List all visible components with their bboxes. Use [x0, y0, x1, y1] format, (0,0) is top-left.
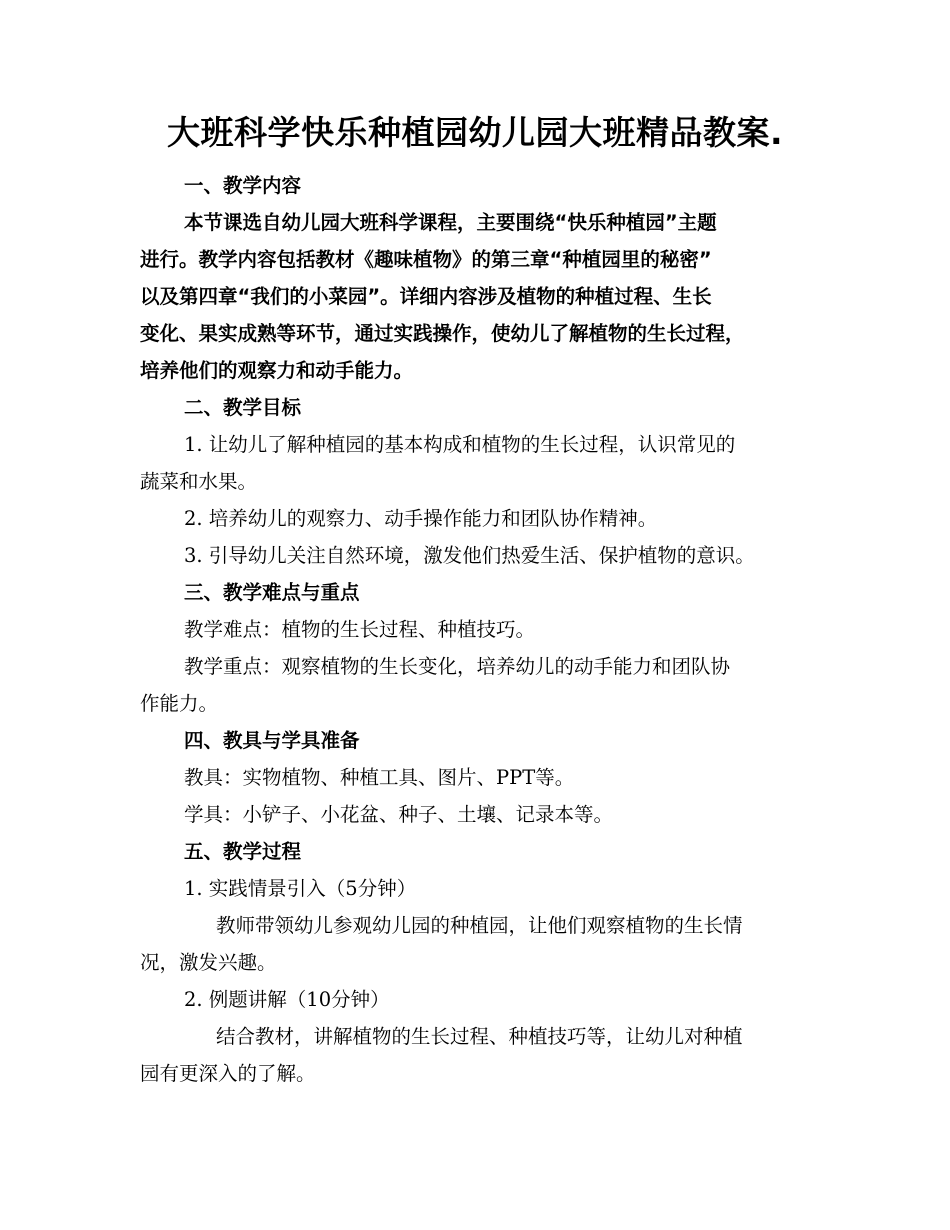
body-text-line: 2. 培养幼儿的观察力、动手操作能力和团队协作精神。: [184, 507, 658, 530]
body-text-line: 1. 实践情景引入（5分钟）: [184, 877, 417, 900]
body-text-line: 培养他们的观察力和动手能力。: [140, 359, 414, 382]
document-body: [140, 167, 810, 1092]
body-text-line: 况，激发兴趣。: [140, 951, 277, 974]
body-text-line: 3. 引导幼儿关注自然环境，激发他们热爱生活、保护植物的意识。: [184, 544, 755, 567]
body-text-line: 作能力。: [140, 692, 219, 715]
body-text-line: 学具：小铲子、小花盆、种子、土壤、记录本等。: [184, 803, 614, 826]
body-text-line: 教学难点：植物的生长过程、种植技巧。: [184, 618, 536, 641]
section-heading: 一、教学内容: [184, 174, 302, 197]
section-heading: 四、教具与学具准备: [184, 729, 360, 752]
body-text-line: 园有更深入的了解。: [140, 1062, 316, 1085]
body-text-line: 以及第四章“我们的小菜园”。详细内容涉及植物的种植过程、生长: [140, 285, 712, 308]
body-text-line: 进行。教学内容包括教材《趣味植物》的第三章“种植园里的秘密”: [140, 248, 712, 271]
body-text-line: 本节课选自幼儿园大班科学课程，主要围绕“快乐种植园”主题: [184, 211, 717, 234]
body-text-line: 教学重点：观察植物的生长变化，培养幼儿的动手能力和团队协: [184, 655, 731, 678]
body-text-line: 教具：实物植物、种植工具、图片、PPT等。: [184, 766, 575, 789]
body-text-line: 2. 例题讲解（10分钟）: [184, 988, 390, 1011]
document-title: 大班科学快乐种植园幼儿园大班精品教案.: [166, 113, 784, 152]
section-heading: 三、教学难点与重点: [184, 581, 360, 604]
section-heading: 五、教学过程: [184, 840, 302, 863]
body-text-line: 1. 让幼儿了解种植园的基本构成和植物的生长过程，认识常见的: [184, 433, 736, 456]
body-text-line: 蔬菜和水果。: [140, 470, 258, 493]
body-text-line: 教师带领幼儿参观幼儿园的种植园，让他们观察植物的生长情: [216, 914, 743, 937]
body-text-line: 结合教材，讲解植物的生长过程、种植技巧等，让幼儿对种植: [216, 1025, 743, 1048]
body-text-line: 变化、果实成熟等环节，通过实践操作，使幼儿了解植物的生长过程，: [140, 322, 745, 345]
section-heading: 二、教学目标: [184, 396, 302, 419]
